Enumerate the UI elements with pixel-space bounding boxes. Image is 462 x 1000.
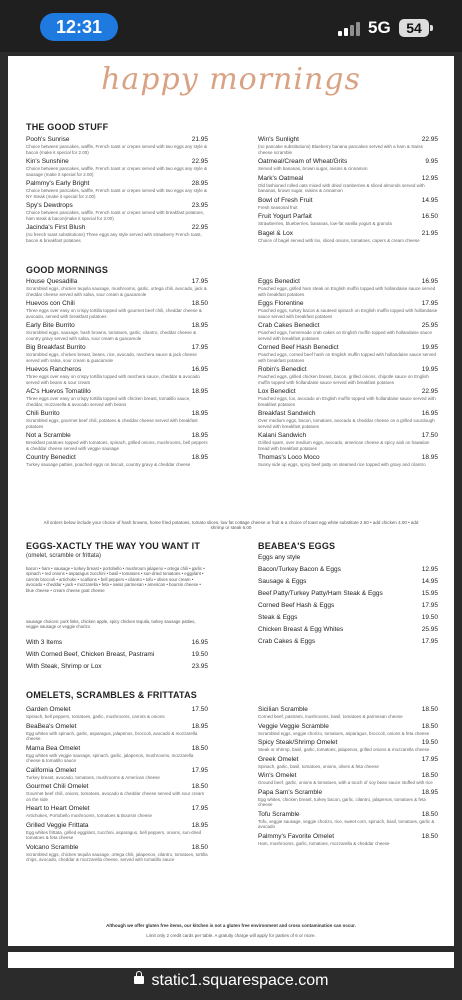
menu-item-price: 17.95	[421, 638, 438, 645]
menu-item-price: 18.50	[191, 300, 208, 307]
menu-item-price: 19.50	[421, 739, 438, 746]
menu-item-name: Jacinda's First Blush	[26, 224, 86, 231]
menu-item-name: With Steak, Shrimp or Lox	[26, 663, 102, 670]
menu-item-price: 14.95	[421, 196, 438, 204]
menu-item-description: Scrambled eggs, gourmet beef chili, potatoes & cheddar cheese served with breakfast potatoes	[26, 418, 198, 429]
menu-item-description: Choice between pancakes, waffle, French toast or crepes served with two eggs any style & sausage (make it special for 2.00)	[26, 166, 208, 177]
menu-item-description: Spinach, garlic, basil, tomatoes, onions, olives & feta cheese	[258, 763, 379, 769]
menu-item-price: 16.50	[421, 213, 438, 220]
menu-item-price: 22.95	[421, 136, 438, 143]
menu-item-description: Scrambled eggs, veggie chorizo, tomatoes, asparagus, broccoli, onions & feta cheese	[258, 730, 430, 736]
menu-item-description: Turkey sausage patties, poached eggs on biscuit, country gravy & cheddar cheese	[26, 462, 191, 467]
menu-item-price: 17.95	[191, 805, 208, 812]
menu-item-price: 18.50	[421, 810, 438, 818]
menu-item	[26, 805, 208, 819]
menu-item	[258, 175, 438, 194]
menu-item	[26, 432, 208, 451]
menu-item-name: Corned Beef Hash Benedict	[258, 344, 339, 351]
credit-card-notice: Limit only 2 credit cards per table. A gratuity charge will apply for parties of 6 or more.	[146, 933, 316, 938]
menu-item-description: Poached eggs, homemade crab cakes on English muffin topped with hollandaise sauce served with breakfast potatoes	[258, 330, 433, 341]
menu-item-description: Strawberries, blueberries, bananas, low-fat vanilla yogurt & granola	[258, 221, 392, 226]
menu-item-name: Breakfast Sandwich	[258, 410, 316, 417]
status-bar	[0, 0, 462, 52]
menu-item-description: Grilled spam, over medium eggs, avocado, american cheese & spicy aioli on hawaiian bread with breakfast potatoes	[258, 440, 430, 451]
menu-item-price: 21.95	[191, 136, 208, 143]
menu-item-name: Mark's Oatmeal	[258, 174, 304, 182]
menu-item-name: Kin's Sunshine	[26, 158, 69, 165]
menu-item-description: Egg whites with spinach, garlic, asparagus, jalapenos, broccoli, avocado & mozzarella cheese	[26, 730, 198, 741]
menu-item-description: Ham, mushrooms, garlic, tomatoes, mozzarella & cheddar cheese	[258, 840, 390, 846]
menu-item-name: House Quesadilla	[26, 278, 78, 285]
menu-item	[26, 300, 208, 319]
menu-item-name: Corned Beef Hash & Eggs	[258, 602, 335, 609]
menu-item-name: Early Bite Burrito	[26, 322, 75, 329]
menu-item-name: Beef Patty/Turkey Patty/Ham Steak & Eggs	[258, 590, 383, 597]
menu-item-name: AC's Huevos Tomatillo	[26, 388, 91, 395]
menu-item	[258, 278, 438, 297]
menu-item-price: 17.95	[421, 300, 438, 307]
menu-item-name: Pooh's Sunrise	[26, 136, 70, 143]
menu-item-price: 25.95	[421, 322, 438, 329]
status-time: 12:31	[40, 13, 118, 41]
menu-item-price: 22.95	[191, 224, 208, 231]
menu-item	[26, 366, 208, 385]
menu-item-description: Choice between pancakes, waffle, French toast or crepes served with two eggs any style & bacon (make it special for 2.00)	[26, 144, 208, 155]
menu-item-price: 12.95	[421, 566, 438, 573]
menu-item-name: Not a Scramble	[26, 432, 71, 439]
menu-item-name: Kalani Sandwich	[258, 432, 307, 439]
menu-item-description: Corned beef, pastrami, mushrooms, basil, tomatoes & parmesan cheese	[258, 714, 403, 719]
menu-item-description: Steak or shrimp, basil, garlic, tomatoes, jalapenos, grilled onions & mozzarella cheese	[258, 747, 430, 752]
menu-item	[258, 230, 438, 244]
menu-item-name: Steak & Eggs	[258, 614, 298, 621]
menu-item-name: Grilled Veggie Frittata	[26, 821, 89, 829]
menu-item	[26, 706, 208, 720]
menu-item-name: Huevos Rancheros	[26, 366, 82, 373]
menu-item-price: 17.95	[421, 602, 438, 609]
beabeas-eggs-subheading: Eggs any style	[258, 554, 301, 561]
menu-item-name: Big Breakfast Burrito	[26, 344, 86, 351]
menu-item-name: With Corned Beef, Chicken Breast, Pastrami	[26, 651, 155, 658]
menu-item-description: Three eggs over easy on crispy tortilla topped with gourmet beef chili, cheddar cheese & avocado, served with breakfast potatoes	[26, 308, 202, 319]
menu-item-price: 18.95	[191, 388, 208, 395]
menu-item-price: 19.95	[421, 344, 438, 351]
menu-title: happy mornings	[101, 62, 361, 97]
menu-item	[258, 590, 438, 598]
menu-item-price: 18.95	[421, 454, 438, 461]
network-type: 5G	[368, 18, 391, 37]
menu-item-price: 17.50	[191, 706, 208, 713]
menu-item-name: Chicken Breast & Egg Whites	[258, 626, 344, 633]
menu-item-description: Scrambled eggs, sausage, hash browns, tomatoes, garlic, cilantro, cheddar cheese & country gravy served with salsa, sour cream & guacamole	[26, 330, 197, 341]
omelets-right-column	[258, 706, 438, 849]
menu-item-price: 16.95	[191, 639, 208, 646]
menu-item-description: Poached eggs, lox, avocado on English muffin topped with hollandaise sauce served with breakfast potatoes	[258, 396, 436, 407]
menu-item-name: Bacon/Turkey Bacon & Eggs	[258, 566, 341, 573]
menu-item	[26, 783, 208, 802]
menu-item-name: Veggie Veggie Scramble	[258, 722, 329, 730]
menu-item-name: Spicy Steak/Shrimp Omelet	[258, 739, 338, 746]
menu-item-price: 18.50	[191, 744, 208, 752]
menu-item-price: 16.95	[421, 278, 438, 285]
menu-item-price: 12.95	[421, 174, 438, 182]
menu-item	[26, 651, 208, 659]
menu-item-price: 18.95	[191, 432, 208, 439]
menu-item	[258, 811, 438, 830]
good-mornings-left-column	[26, 278, 208, 471]
menu-item	[258, 322, 438, 341]
menu-item	[258, 366, 438, 385]
menu-item-price: 16.95	[191, 366, 208, 373]
section-heading-beabeas-eggs: BEABEA'S EGGS	[258, 541, 336, 551]
menu-item-name: Fruit Yogurt Parfait	[258, 213, 312, 220]
menu-item-description: Breakfast potatoes topped with tomatoes, spinach, grilled onions, mushrooms, bell peppers & cheddar cheese served with veggie sausage	[26, 440, 208, 451]
menu-item-price: 18.95	[191, 821, 208, 829]
menu-item-name: Palmmy's Early Bright	[26, 180, 90, 187]
menu-item-name: Greek Omelet	[258, 755, 299, 763]
menu-item-name: Garden Omelet	[26, 706, 71, 713]
menu-item-price: 15.95	[421, 590, 438, 597]
menu-item-description: Served with bananas, brown sugar, raisins & cinnamon	[258, 166, 368, 171]
menu-item	[26, 723, 208, 742]
menu-item	[26, 388, 208, 407]
menu-item	[258, 626, 438, 634]
menu-item-description: Choice between pancakes, waffle, French toast or crepes served with breakfast potatoes, ham steak & bacon(make it special for 2.00)	[26, 210, 205, 221]
menu-item	[26, 454, 208, 468]
menu-item-price: 28.95	[191, 180, 208, 187]
menu-item-name: Win's Omelet	[258, 772, 297, 779]
menu-item	[26, 202, 208, 221]
menu-item-price: 18.50	[421, 832, 438, 840]
menu-item-name: BeaBea's Omelet	[26, 722, 77, 730]
menu-item-price: 9.95	[425, 158, 438, 165]
menu-item	[258, 772, 438, 786]
menu-item-name: California Omelet	[26, 766, 77, 774]
menu-item-description: Old fashioned rolled oats mixed with dried cranberries & sliced almonds served with bananas, brown sugar, raisins & cinnamon	[258, 182, 425, 193]
menu-page[interactable]	[8, 56, 454, 946]
menu-item-description: Scrambled eggs, chicken tequila sausage, ortega chili, jalapenos, cilantro, tomatoes, tortilla chips, avocado, cheddar & mozzarella cheese, served with tomatillo sauce	[26, 851, 208, 862]
menu-item-name: Robin's Benedict	[258, 366, 307, 373]
menu-item-description: Scrambled eggs, chicken tequila sausage, mushrooms, garlic, ortega chili, avocado, jack & cheddar cheese served with salsa, sour cream & guacamole	[26, 286, 207, 297]
menu-item-price: 17.50	[421, 432, 438, 439]
menu-item	[258, 614, 438, 622]
menu-item-name: Crab Cakes & Eggs	[258, 638, 316, 645]
menu-item-price: 23.95	[191, 202, 208, 209]
menu-item-description: Poached eggs, grilled chicken breast, bacon, grilled onions, chipotle sauce on English muffin topped with hollandaise sauce served with breakfast potatoes	[258, 374, 429, 385]
menu-item-description: Egg whites with veggie sausage, spinach, garlic, jalapenos, mushrooms, mozzarella cheese & tomatillo sauce	[26, 752, 194, 763]
menu-item	[26, 136, 208, 155]
menu-item	[258, 739, 438, 753]
battery-icon: 54	[399, 19, 429, 37]
menu-item-name: Chili Burrito	[26, 410, 60, 417]
menu-item-price: 18.50	[191, 783, 208, 790]
menu-item-name: Gourmet Chili Omelet	[26, 783, 89, 790]
menu-item	[26, 344, 208, 363]
menu-item	[258, 638, 438, 646]
menu-item-description: Scrambled eggs, chicken breast, beans, rice, avocado, ranchera sauce & jack cheese served with salsa, sour cream & guacamole	[26, 352, 197, 363]
url-bar[interactable]	[0, 968, 462, 1000]
menu-item	[258, 454, 438, 468]
menu-item-name: Eggs Benedict	[258, 278, 300, 285]
gluten-notice: Although we offer gluten free items, our kitchen is not a gluten free environment and cross contamination can occur.	[106, 923, 356, 928]
menu-item	[258, 344, 438, 363]
eggs-xactly-subheading: (omelet, scramble or frittata)	[26, 553, 102, 559]
menu-item-price: 14.95	[421, 578, 438, 585]
menu-item	[258, 756, 438, 770]
menu-item	[26, 767, 208, 781]
menu-item-price: 21.95	[421, 229, 438, 237]
menu-item	[258, 566, 438, 574]
menu-item-name: Palmmy's Favorite Omelet	[258, 832, 335, 840]
menu-item-description: (no pancake substitutions) Blueberry banana pancakes served with a ham & Swiss cheese scramble	[258, 144, 423, 155]
menu-item-price: 17.95	[191, 344, 208, 351]
menu-item-name: With 3 Items	[26, 639, 63, 646]
sausage-choices: sausage choices: pork links, chicken apple, spicy chicken tequila, turkey sausage patties, veggie sausage or veggie chorizo	[26, 619, 196, 630]
menu-item	[26, 322, 208, 341]
menu-item-description: Choice between pancakes, waffle, French toast or crepes served with two eggs any style & NY Steak (make it special for 2.00)	[26, 188, 208, 199]
menu-item-price: 18.50	[421, 722, 438, 730]
menu-item	[258, 833, 438, 847]
menu-item-price: 18.95	[191, 454, 208, 461]
menu-item-name: Sicilian Scramble	[258, 706, 308, 713]
menu-item-price: 18.95	[191, 322, 208, 329]
signal-icon	[338, 20, 360, 36]
menu-item-name: Bowl of Fresh Fruit	[258, 196, 313, 204]
menu-item-name: Huevos con Chili	[26, 300, 75, 307]
menu-item-description: Sunny side up eggs, spicy beef patty on steamed rice topped with gravy and cilantro	[258, 462, 426, 467]
menu-item	[258, 158, 438, 172]
menu-item-name: Tofu Scramble	[258, 810, 300, 818]
menu-item	[258, 706, 438, 720]
menu-item-description: (no french toast substitutions) Three eggs any style served with strawberry French toast, bacon & breakfast potatoes	[26, 232, 202, 243]
menu-item	[258, 410, 438, 429]
menu-item-description: Choice of bagel served with lox, sliced onions, tomatoes, capers & cream cheese	[258, 237, 420, 243]
beabeas-eggs-list	[258, 554, 438, 650]
menu-item-price: 16.95	[421, 410, 438, 417]
menu-item-description: Artichokes, Portobello mushrooms, tomatoes & Boursin cheese	[26, 813, 153, 818]
menu-item-name: Oatmeal/Cream of Wheat/Grits	[258, 158, 348, 165]
menu-item-description: Poached eggs, corned beef hash on English muffin topped with hollandaise sauce served with breakfast potatoes	[258, 352, 437, 363]
menu-item	[26, 745, 208, 764]
omelets-left-column	[26, 706, 208, 866]
menu-item-name: Heart to Heart Omelet	[26, 805, 90, 812]
menu-item-name: Mama Bea Omelet	[26, 744, 81, 752]
good-stuff-right-column	[258, 136, 438, 246]
menu-item-description: Gourmet beef chili, onions, tomatoes, avocado & cheddar cheese served with sour cream on the side	[26, 791, 205, 802]
menu-item-price: 18.95	[191, 410, 208, 417]
menu-item-name: Country Benedict	[26, 454, 76, 461]
menu-item-price: 22.95	[191, 158, 208, 165]
menu-item-name: Thomas's Loco Moco	[258, 454, 320, 461]
menu-item	[258, 723, 438, 737]
menu-item	[258, 197, 438, 211]
menu-item	[258, 300, 438, 319]
menu-item-price: 17.95	[191, 278, 208, 285]
menu-item-price: 18.50	[421, 772, 438, 779]
good-mornings-note: All orders below include your choice of hash browns, home fried potatoes, tomato slices, low fat cottage cheese or fruit & a choice of toast egg white substitute 2.50 • add chicken 4.00 • add shrimp or steak 6.00	[43, 520, 419, 530]
menu-item-price: 19.50	[421, 614, 438, 621]
menu-item-price: 18.95	[191, 722, 208, 730]
menu-item-name: Papa Sam's Scramble	[258, 788, 323, 796]
menu-item-description: Three eggs over easy on crispy tortilla topped with ranchera sauce, cheddar & avocado served with beans & sour cream	[26, 374, 200, 385]
menu-item	[26, 410, 208, 429]
eggs-xactly-options	[26, 639, 208, 675]
menu-item	[258, 213, 438, 227]
menu-item	[26, 224, 208, 243]
menu-item-description: Egg whites frittata, grilled eggplant, zucchini, asparagus, bell peppers, onions, sun-dried tomatoes & feta cheese	[26, 829, 202, 840]
menu-item	[258, 602, 438, 610]
menu-item-price: 18.50	[191, 843, 208, 851]
menu-item-description: Turkey breast, avocado, tomatoes, mushrooms & American cheese	[26, 774, 160, 780]
menu-item-description: Egg whites, chicken breast, turkey bacon, garlic, cilantro, jalapenos, tomatoes & feta cheese	[258, 796, 426, 807]
menu-item	[26, 639, 208, 647]
menu-item-price: 17.95	[191, 766, 208, 774]
menu-item	[26, 180, 208, 199]
menu-item-price: 19.50	[191, 651, 208, 658]
menu-item	[258, 789, 438, 808]
menu-item-description: Ground beef, garlic, onions & tomatoes, with a touch of soy bean sauce stuffed with rice	[258, 780, 433, 785]
menu-item	[26, 822, 208, 841]
ingredient-list: bacon • ham • sausage • turkey breast • portobello • mushroom jalapeno • ortega chili • garlic • spinach • red onions • asparagus zucchini • basil • tomatoes • sun-dried tomatoes • eggplant • carrots broccoli • artichoke • scallions • bell peppers • cilantro • tofu • olives sour cream • avocado • cheddar • jack • mozzarella • feta • swiss parmesan • american • boursin cheese • blue cheese • cream cheese goat cheese	[26, 566, 205, 593]
menu-item-price: 19.95	[421, 366, 438, 373]
menu-item	[258, 432, 438, 451]
menu-item-name: Lox Benedict	[258, 388, 296, 395]
menu-item-description: Poached eggs, grilled ham steak on English muffin topped with hollandaise sauce served with breakfast potatoes	[258, 286, 436, 297]
good-stuff-left-column	[26, 136, 208, 246]
section-heading-good-mornings: GOOD MORNINGS	[26, 265, 109, 275]
menu-item-price: 18.95	[421, 788, 438, 796]
menu-item-description: Tofu, veggie sausage, veggie chorizo, rice, sweet corn, spinach, basil, tomatoes, garlic & avocado	[258, 818, 435, 829]
menu-item-description: Three eggs over easy on crispy tortilla topped with chicken breast, tomatillo sauce, cheddar, mozzarella & avocado served with beans	[26, 396, 191, 407]
menu-item-price: 23.95	[191, 663, 208, 670]
menu-item	[26, 278, 208, 297]
menu-item-name: Sausage & Eggs	[258, 578, 307, 585]
menu-item-price: 25.95	[421, 626, 438, 633]
menu-item	[26, 158, 208, 177]
menu-item-price: 18.50	[421, 706, 438, 713]
menu-item-name: Win's Sunlight	[258, 136, 299, 143]
menu-item-name: Eggs Florentine	[258, 300, 304, 307]
section-heading-good-stuff: THE GOOD STUFF	[26, 122, 109, 132]
menu-item-name: Spy's Dewdrops	[26, 202, 73, 209]
good-mornings-right-column	[258, 278, 438, 471]
menu-item	[26, 844, 208, 863]
section-heading-omelets: OMELETS, SCRAMBLES & FRITTATAS	[26, 690, 197, 700]
section-heading-eggs-xactly: EGGS-XACTLY THE WAY YOU WANT IT	[26, 541, 201, 551]
menu-item-price: 17.95	[421, 755, 438, 763]
menu-item	[26, 663, 208, 671]
menu-item	[258, 388, 438, 407]
menu-item	[258, 578, 438, 586]
menu-item	[258, 136, 438, 155]
url-text: static1.squarespace.com	[151, 972, 329, 989]
menu-item-name: Bagel & Lox	[258, 229, 294, 237]
menu-item-description: Over medium eggs, bacon, tomatoes, avocado & cheddar cheese on a grilled sourdough served with breakfast potatoes	[258, 418, 435, 429]
menu-item-name: Crab Cakes Benedict	[258, 322, 320, 329]
menu-item-description: Fresh seasonal fruit	[258, 204, 298, 210]
menu-item-description: Poached eggs, turkey bacon & sauteed spinach on English muffin topped with hollandaise sauce served with breakfast potatoes	[258, 308, 438, 319]
menu-item-description: Spinach, bell peppers, tomatoes, garlic, mushrooms, carrots & onions	[26, 714, 165, 719]
menu-item-name: Volcano Scramble	[26, 843, 79, 851]
menu-item-price: 22.95	[421, 388, 438, 395]
lock-icon	[134, 976, 144, 984]
